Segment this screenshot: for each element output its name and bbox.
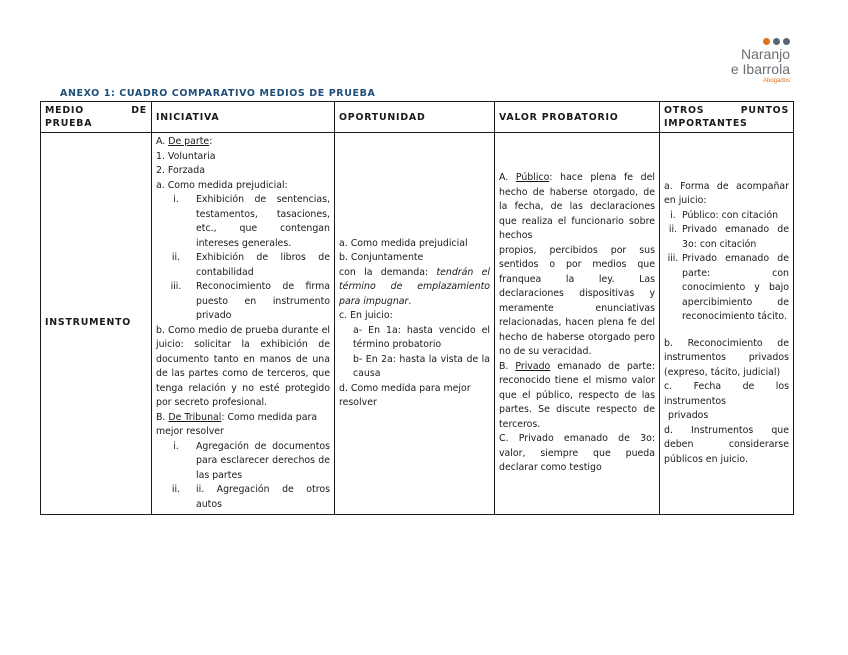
ini-b-heading: B. De Tribunal: Como medida para mejor resolver xyxy=(156,411,318,437)
ini-roman-5: ii. ii. Agregación de otros autos xyxy=(171,484,330,510)
val-b: B. Privado emanado de parte: reconocido tiene el mismo valor que el público, respecto de las partes. Se discute respecto de terceros. xyxy=(499,360,655,430)
header-iniciativa: INICIATIVA xyxy=(152,102,335,133)
val-a: A. Público: hace plena fe del hecho de haberse otorgado, de la fecha, de las declaraciones que realiza el funcionario sobre hechos xyxy=(499,172,655,242)
opo-c: con la demanda: tendrán el término de emplazamiento para impugnar. xyxy=(339,266,490,307)
cell-otros xyxy=(660,133,794,515)
ini-a-heading: A. De parte: xyxy=(156,136,213,147)
logo-dot-gray-2 xyxy=(783,38,790,45)
logo-line-2: e Ibarrola xyxy=(730,61,790,77)
otr-c1: c. Fecha de los instrumentos xyxy=(664,381,789,407)
otr-c2: privados xyxy=(668,410,709,422)
ini-roman-4: i. Agregación de documentos para esclarecer derechos de las partes xyxy=(173,440,330,481)
comparison-table xyxy=(40,101,794,515)
header-row xyxy=(41,102,794,133)
cell-oportunidad xyxy=(335,133,495,515)
header-oportunidad: OPORTUNIDAD xyxy=(335,102,495,133)
cell-valor xyxy=(495,133,660,515)
header-otros: OTROS PUNTOS IMPORTANTES xyxy=(660,102,794,133)
opo-e: a- En 1a: hasta vencido el término probatorio xyxy=(353,324,490,350)
otr-roman-3: iii. Privado emanado de parte: con conocimiento y bajo apercibimiento de reconocimiento tácito. xyxy=(667,253,789,323)
annex-title: ANEXO 1: CUADRO COMPARATIVO MEDIOS DE PRUEBA xyxy=(60,88,376,99)
ini-roman-1: i. Exhibición de sentencias, testamentos, tasaciones, etc., que contengan intereses generales. xyxy=(173,194,330,249)
otr-roman-2: ii. Privado emanado de 3o: con citación xyxy=(668,224,789,250)
logo-dots xyxy=(731,38,790,45)
otr-a: a. Forma de acompañar en juicio: xyxy=(664,180,789,207)
ini-roman-2: ii. Exhibición de libros de contabilidad xyxy=(171,252,330,278)
opo-d: c. En juicio: xyxy=(339,310,393,321)
val-c: C. Privado emanado de 3o: valor, siempre que pueda declarar como testigo xyxy=(499,433,655,474)
table-row xyxy=(41,133,794,515)
opo-b: b. Conjuntamente xyxy=(339,252,424,263)
logo-subtitle: Abogados xyxy=(762,78,790,84)
val-a2: propios, percibidos por sus sentidos o por medios que franquea la ley. Las declaraciones dispositivas y meramente enunciativas relacionadas, hacen plena fe del hecho de haberse otorgado pero no de su veracidad. xyxy=(499,244,655,358)
ini-l2: 2. Forzada xyxy=(156,165,205,176)
ini-lb: b. Como medio de prueba durante el juicio: solicitar la exhibición de documento tanto en manos de una de las partes como de terceros, que tenga relación y no esté protegido por secreto profesional. xyxy=(156,324,330,408)
ini-roman-3: iii. Reconocimiento de firma puesto en instrumento privado xyxy=(170,281,330,321)
logo-line-1: Naranjo xyxy=(740,46,790,62)
otr-b: b. Reconocimiento de instrumentos privados (expreso, tácito, judicial) xyxy=(664,337,789,378)
ini-la: a. Como medida prejudicial: xyxy=(156,179,288,191)
row-medio: INSTRUMENTO xyxy=(41,133,152,515)
otr-roman-1: i. Público: con citación xyxy=(670,209,779,221)
logo-dot-gray-1 xyxy=(773,38,780,45)
opo-f: b- En 2a: hasta la vista de la causa xyxy=(353,353,490,379)
header-medio: MEDIO DE PRUEBA xyxy=(41,102,152,133)
otr-d: d. Instrumentos que deben considerarse públicos en juicio. xyxy=(664,424,789,465)
ini-l1: 1. Voluntaria xyxy=(156,150,216,162)
firm-logo xyxy=(731,38,790,84)
cell-iniciativa xyxy=(152,133,335,515)
opo-a: a. Como medida prejudicial xyxy=(339,237,468,249)
header-valor: VALOR PROBATORIO xyxy=(495,102,660,133)
opo-g: d. Como medida para mejor resolver xyxy=(339,382,471,408)
logo-dot-orange xyxy=(763,38,770,45)
